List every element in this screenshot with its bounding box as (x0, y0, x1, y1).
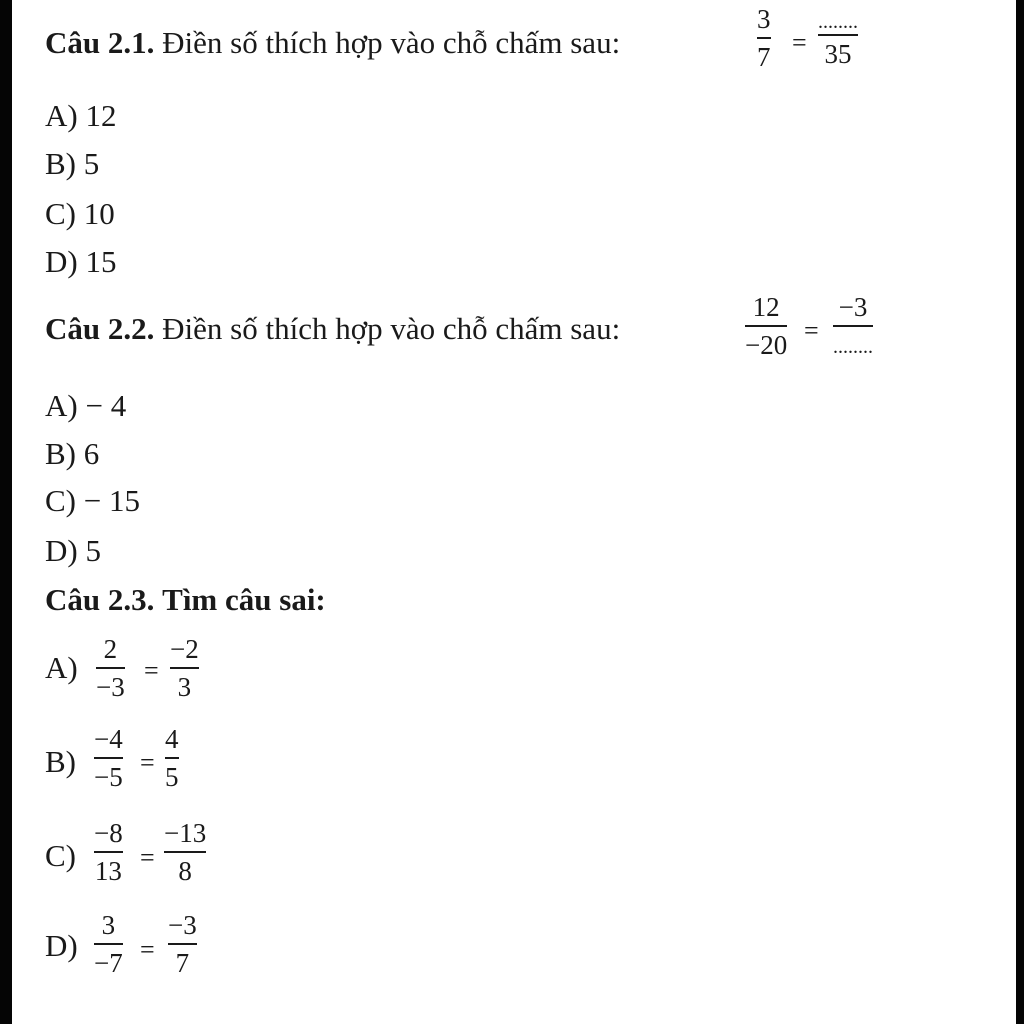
fraction-rhs (818, 12, 858, 68)
question-title: Câu 2.2. (45, 311, 155, 346)
fraction-lhs (94, 726, 123, 791)
fraction-blank: ........ (818, 12, 858, 36)
question-text: Tìm câu sai: (162, 582, 326, 617)
option-d: D) 15 (45, 244, 117, 279)
equals-sign: = (792, 28, 807, 57)
option-a-label: A) (45, 650, 78, 685)
option-a: A) − 4 (45, 388, 127, 423)
right-border (1016, 0, 1024, 1024)
fraction-denominator: 5 (165, 762, 179, 792)
equals-sign: = (804, 316, 819, 345)
fraction-numerator: 12 (745, 294, 787, 327)
fraction-rhs (833, 294, 873, 357)
fraction-denominator: 8 (178, 856, 192, 886)
fraction-numerator: −2 (170, 636, 199, 669)
equals-sign: = (140, 935, 155, 964)
question-2-1 (45, 27, 620, 58)
fraction-lhs (94, 912, 123, 977)
fraction-rhs (168, 912, 197, 977)
option-d: D) 5 (45, 533, 101, 568)
fraction-denominator: 7 (757, 42, 771, 72)
fraction-denominator: 7 (175, 948, 190, 978)
fraction-rhs (170, 636, 199, 701)
equals-sign: = (144, 656, 159, 685)
question-text: Điền số thích hợp vào chỗ chấm sau: (162, 25, 621, 60)
fraction-numerator: 4 (165, 726, 179, 759)
question-title: Câu 2.1. (45, 25, 155, 60)
fraction-denominator: −20 (745, 330, 788, 360)
fraction-numerator: −3 (168, 912, 197, 945)
option-c-label: C) (45, 838, 76, 873)
fraction-lhs (96, 636, 125, 701)
fraction-numerator: −8 (94, 820, 123, 853)
fraction-numerator: 3 (757, 6, 771, 39)
fraction-lhs (94, 820, 123, 885)
option-b-label: B) (45, 744, 76, 779)
fraction-denominator: −5 (94, 762, 123, 792)
fraction-blank: ........ (833, 336, 873, 358)
option-b: B) 5 (45, 146, 100, 181)
fraction-lhs (757, 6, 771, 71)
fraction-numerator: −4 (94, 726, 123, 759)
fraction-rhs (165, 726, 179, 791)
fraction-numerator: 2 (96, 636, 125, 669)
fraction-numerator: −3 (833, 294, 873, 327)
option-a: A) 12 (45, 98, 117, 133)
fraction-denominator: 35 (824, 39, 852, 69)
option-c: C) 10 (45, 196, 115, 231)
fraction-denominator: 13 (94, 856, 122, 886)
option-c: C) − 15 (45, 483, 140, 518)
question-text: Điền số thích hợp vào chỗ chấm sau: (162, 311, 621, 346)
question-2-3 (45, 584, 326, 615)
question-title: Câu 2.3. (45, 582, 155, 617)
question-2-2 (45, 313, 620, 344)
fraction-numerator: −13 (164, 820, 206, 853)
left-border (0, 0, 12, 1024)
fraction-lhs (745, 294, 787, 359)
option-d-label: D) (45, 928, 78, 963)
fraction-denominator: 3 (177, 672, 192, 702)
fraction-rhs (164, 820, 206, 885)
equals-sign: = (140, 748, 155, 777)
fraction-numerator: 3 (94, 912, 123, 945)
fraction-denominator: −7 (94, 948, 123, 978)
option-b: B) 6 (45, 436, 100, 471)
equals-sign: = (140, 843, 155, 872)
fraction-denominator: −3 (96, 672, 125, 702)
